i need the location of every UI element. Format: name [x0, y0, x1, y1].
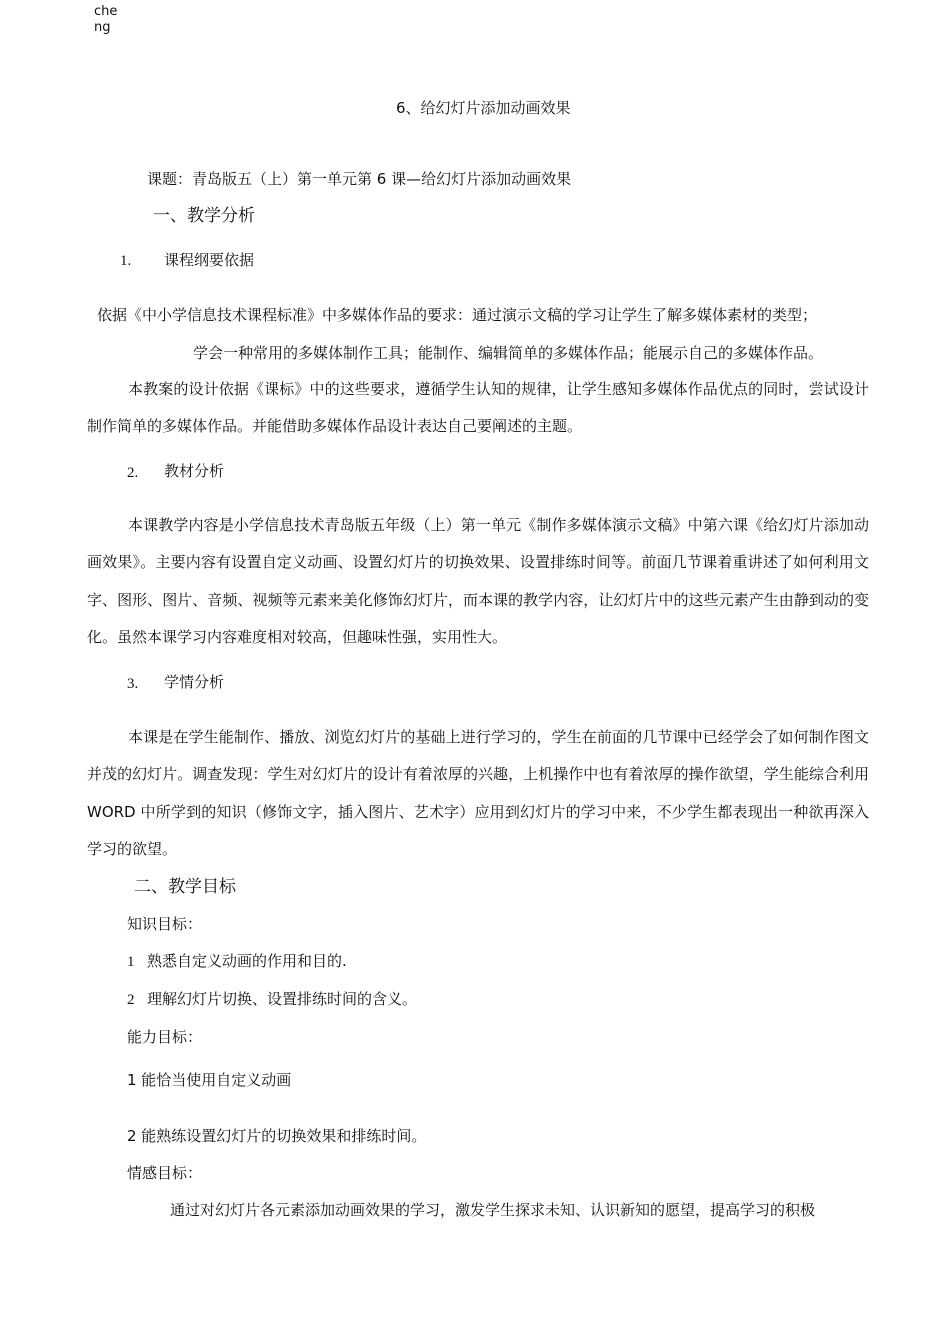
knowledge-goal-2: 理解幻灯片切换、设置排练时间的含义。 [147, 990, 418, 1008]
subsection-curriculum-basis: 课程纲要依据 [164, 251, 255, 269]
knowledge-goal-1: 熟悉自定义动画的作用和目的. [147, 952, 347, 970]
section-heading-goals: 二、教学目标 [134, 877, 236, 897]
knowledge-goal-2-number: 2 [127, 992, 135, 1008]
knowledge-goals-label: 知识目标： [127, 915, 203, 933]
subsection-student-analysis: 学情分析 [164, 673, 225, 691]
corner-text: che ng [94, 4, 118, 35]
emotion-goal-1: 通过对幻灯片各元素添加动画效果的学习，激发学生探求未知、认识新知的愿望，提高学习的积极 [170, 1201, 816, 1219]
ability-goal-1: 1 能恰当使用自定义动画 [127, 1071, 292, 1089]
emotion-goals-label: 情感目标： [127, 1164, 203, 1182]
paragraph-student-situation: 本课是在学生能制作、播放、浏览幻灯片的基础上进行学习的，学生在前面的几节课中已经学会了如何制作图文并茂的幻灯片。调查发现：学生对幻灯片的设计有着浓厚的兴趣，上机操作中也有着浓厚的操作欲望，学生能综合利用 WORD 中所学到的知识（修饰文字，插入图片、艺术字）应用到幻灯片的学习中来，不少学生都表现出一种欲再深入学习的欲望。 [87, 728, 869, 858]
paragraph-design-basis: 本教案的设计依据《课标》中的这些要求，遵循学生认知的规律，让学生感知多媒体作品优点的同时，尝试设计制作简单的多媒体作品。并能借助多媒体作品设计表达自己要阐述的主题。 [87, 380, 869, 436]
subsection-textbook-analysis: 教材分析 [164, 462, 225, 480]
ability-goals-label: 能力目标： [127, 1028, 203, 1046]
knowledge-goal-1-number: 1 [127, 954, 135, 970]
lesson-subject: 课题：青岛版五（上）第一单元第 6 课—给幻灯片添加动画效果 [147, 170, 572, 188]
paragraph-standard-line2: 学会一种常用的多媒体制作工具；能制作、编辑简单的多媒体作品；能展示自己的多媒体作品。 [193, 344, 824, 362]
ability-goal-2: 2 能熟练设置幻灯片的切换效果和排练时间。 [127, 1127, 427, 1145]
paragraph-textbook-content: 本课教学内容是小学信息技术青岛版五年级（上）第一单元《制作多媒体演示文稿》中第六课《给幻灯片添加动画效果》。主要内容有设置自定义动画、设置幻灯片的切换效果、设置排练时间等。前面几节课着重讲述了如何利用文字、图形、图片、音频、视频等元素来美化修饰幻灯片，而本课的教学内容，让幻灯片中的这些元素产生由静到动的变化。虽然本课学习内容难度相对较高，但趣味性强，实用性大。 [87, 516, 869, 646]
document-title: 6、给幻灯片添加动画效果 [396, 99, 571, 117]
subsection-number-2: 2. [127, 465, 139, 481]
subsection-number-1: 1. [120, 253, 132, 269]
paragraph-standard-line1: 依据《中小学信息技术课程标准》中多媒体作品的要求：通过演示文稿的学习让学生了解多媒体素材的类型； [97, 306, 818, 324]
section-heading-analysis: 一、教学分析 [153, 206, 255, 226]
subsection-number-3: 3. [127, 676, 139, 692]
